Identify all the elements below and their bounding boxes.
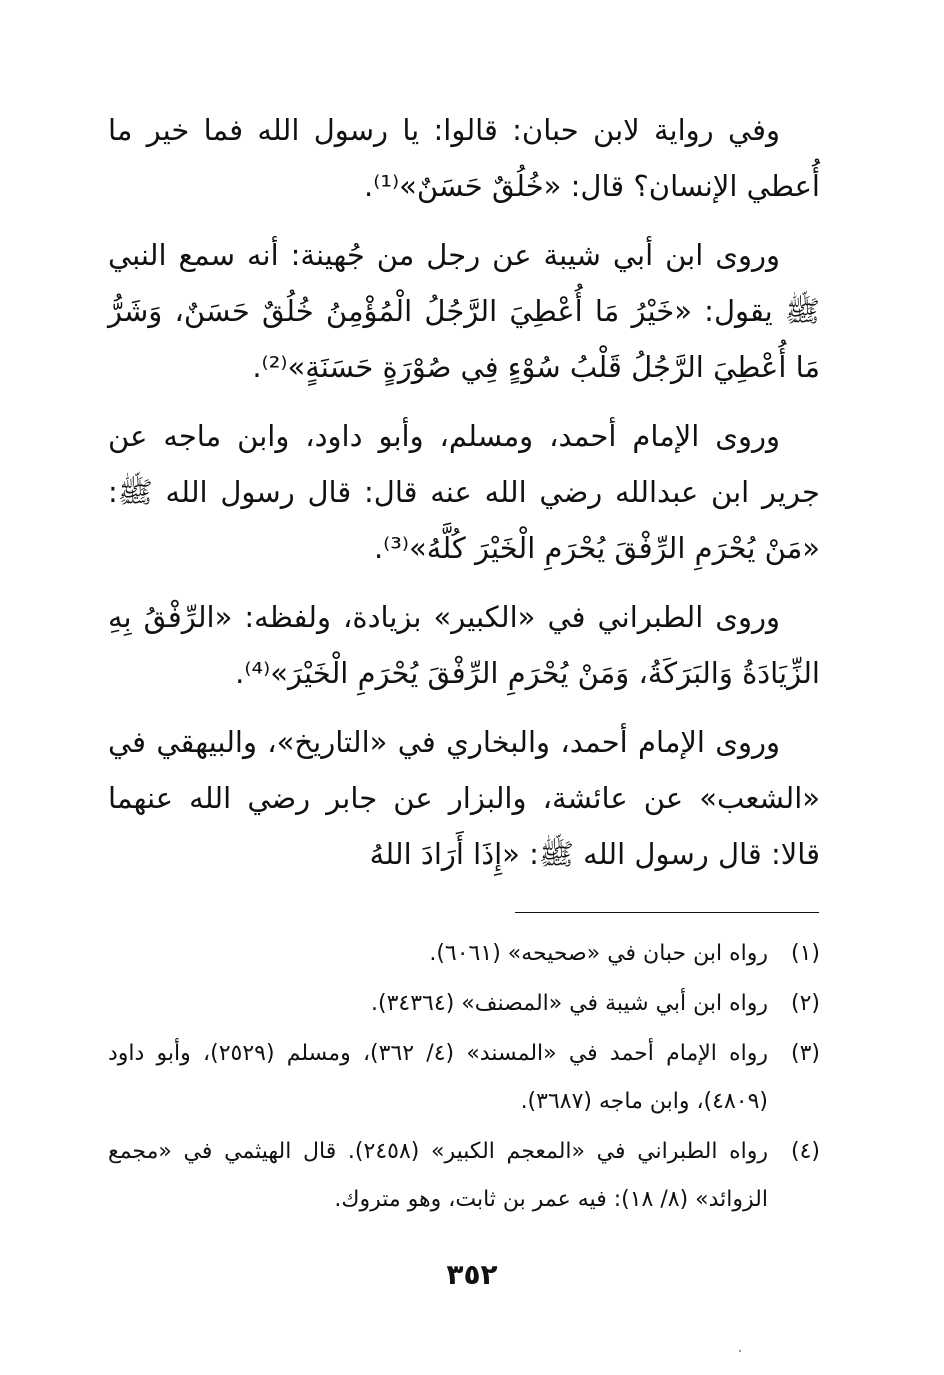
paragraph-text: وروى الطبراني في «الكبير» بزيادة، ولفظه: «الرِّفْقُ بِهِ الزِّيَادَةُ وَالبَرَكَةُ، وَمَنْ يُحْرَمِ الرِّفْقَ يُحْرَمِ الْخَيْرَ»⁽⁴⁾. xyxy=(108,600,820,690)
footnote-number: (١) xyxy=(790,941,820,966)
paragraph-text: وروى الإمام أحمد، والبخاري في «التاريخ»، والبيهقي في «الشعب» عن عائشة، والبزار عن جابر رضي الله عنهما قالا: قال رسول الله ﷺ: «إِذَا أَرَادَ اللهُ xyxy=(108,725,820,871)
footnote-text: رواه ابن أبي شيبة في «المصنف» (٣٤٣٦٤). xyxy=(371,991,768,1016)
paragraph-1 xyxy=(108,102,820,214)
footnote-text: رواه الإمام أحمد في «المسند» (٤/ ٣٦٢)، ومسلم (٢٥٢٩)، وأبو داود (٤٨٠٩)، وابن ماجه (٣٦٨٧). xyxy=(108,1041,768,1114)
paragraph-5 xyxy=(108,714,820,882)
footnote-3 xyxy=(108,1030,820,1126)
paragraph-4 xyxy=(108,589,820,701)
footnote-separator xyxy=(515,912,819,913)
paragraph-text: وروى ابن أبي شيبة عن رجل من جُهينة: أنه سمع النبي ﷺ يقول: «خَيْرُ مَا أُعْطِيَ الرَّجُلُ الْمُؤْمِنُ خُلُقٌ حَسَنٌ، وَشَرُّ مَا أُعْطِيَ الرَّجُلُ قَلْبُ سُوْءٍ فِي صُوْرَةٍ حَسَنَةٍ»⁽²⁾. xyxy=(108,238,820,384)
footnote-number: (٤) xyxy=(790,1139,820,1164)
footnote-1 xyxy=(108,930,820,978)
footnote-text: رواه الطبراني في «المعجم الكبير» (٢٤٥٨). قال الهيثمي في «مجمع الزوائد» (٨/ ١٨): فيه عمر بن ثابت، وهو متروك. xyxy=(108,1139,768,1212)
footnote-2 xyxy=(108,980,820,1028)
footnote-4 xyxy=(108,1128,820,1224)
page-number: ٣٥٢ xyxy=(446,1258,498,1291)
paragraph-text: وروى الإمام أحمد، ومسلم، وأبو داود، وابن ماجه عن جرير ابن عبدالله رضي الله عنه قال: قال رسول الله ﷺ: «مَنْ يُحْرَمِ الرِّفْقَ يُحْرَمِ الْخَيْرَ كُلَّهُ»⁽³⁾. xyxy=(108,419,820,565)
paragraph-3 xyxy=(108,408,820,576)
footnote-text: رواه ابن حبان في «صحيحه» (٦٠٦١). xyxy=(429,941,768,966)
main-text xyxy=(108,102,820,895)
paragraph-2 xyxy=(108,227,820,395)
footnotes xyxy=(108,930,820,1226)
paragraph-text: وفي رواية لابن حبان: قالوا: يا رسول الله فما خير ما أُعطي الإنسان؟ قال: «خُلُقٌ حَسَنٌ»⁽¹⁾. xyxy=(108,113,820,203)
footnote-number: (٣) xyxy=(790,1041,820,1066)
scan-speck xyxy=(739,1350,741,1352)
footnote-number: (٢) xyxy=(790,991,820,1016)
